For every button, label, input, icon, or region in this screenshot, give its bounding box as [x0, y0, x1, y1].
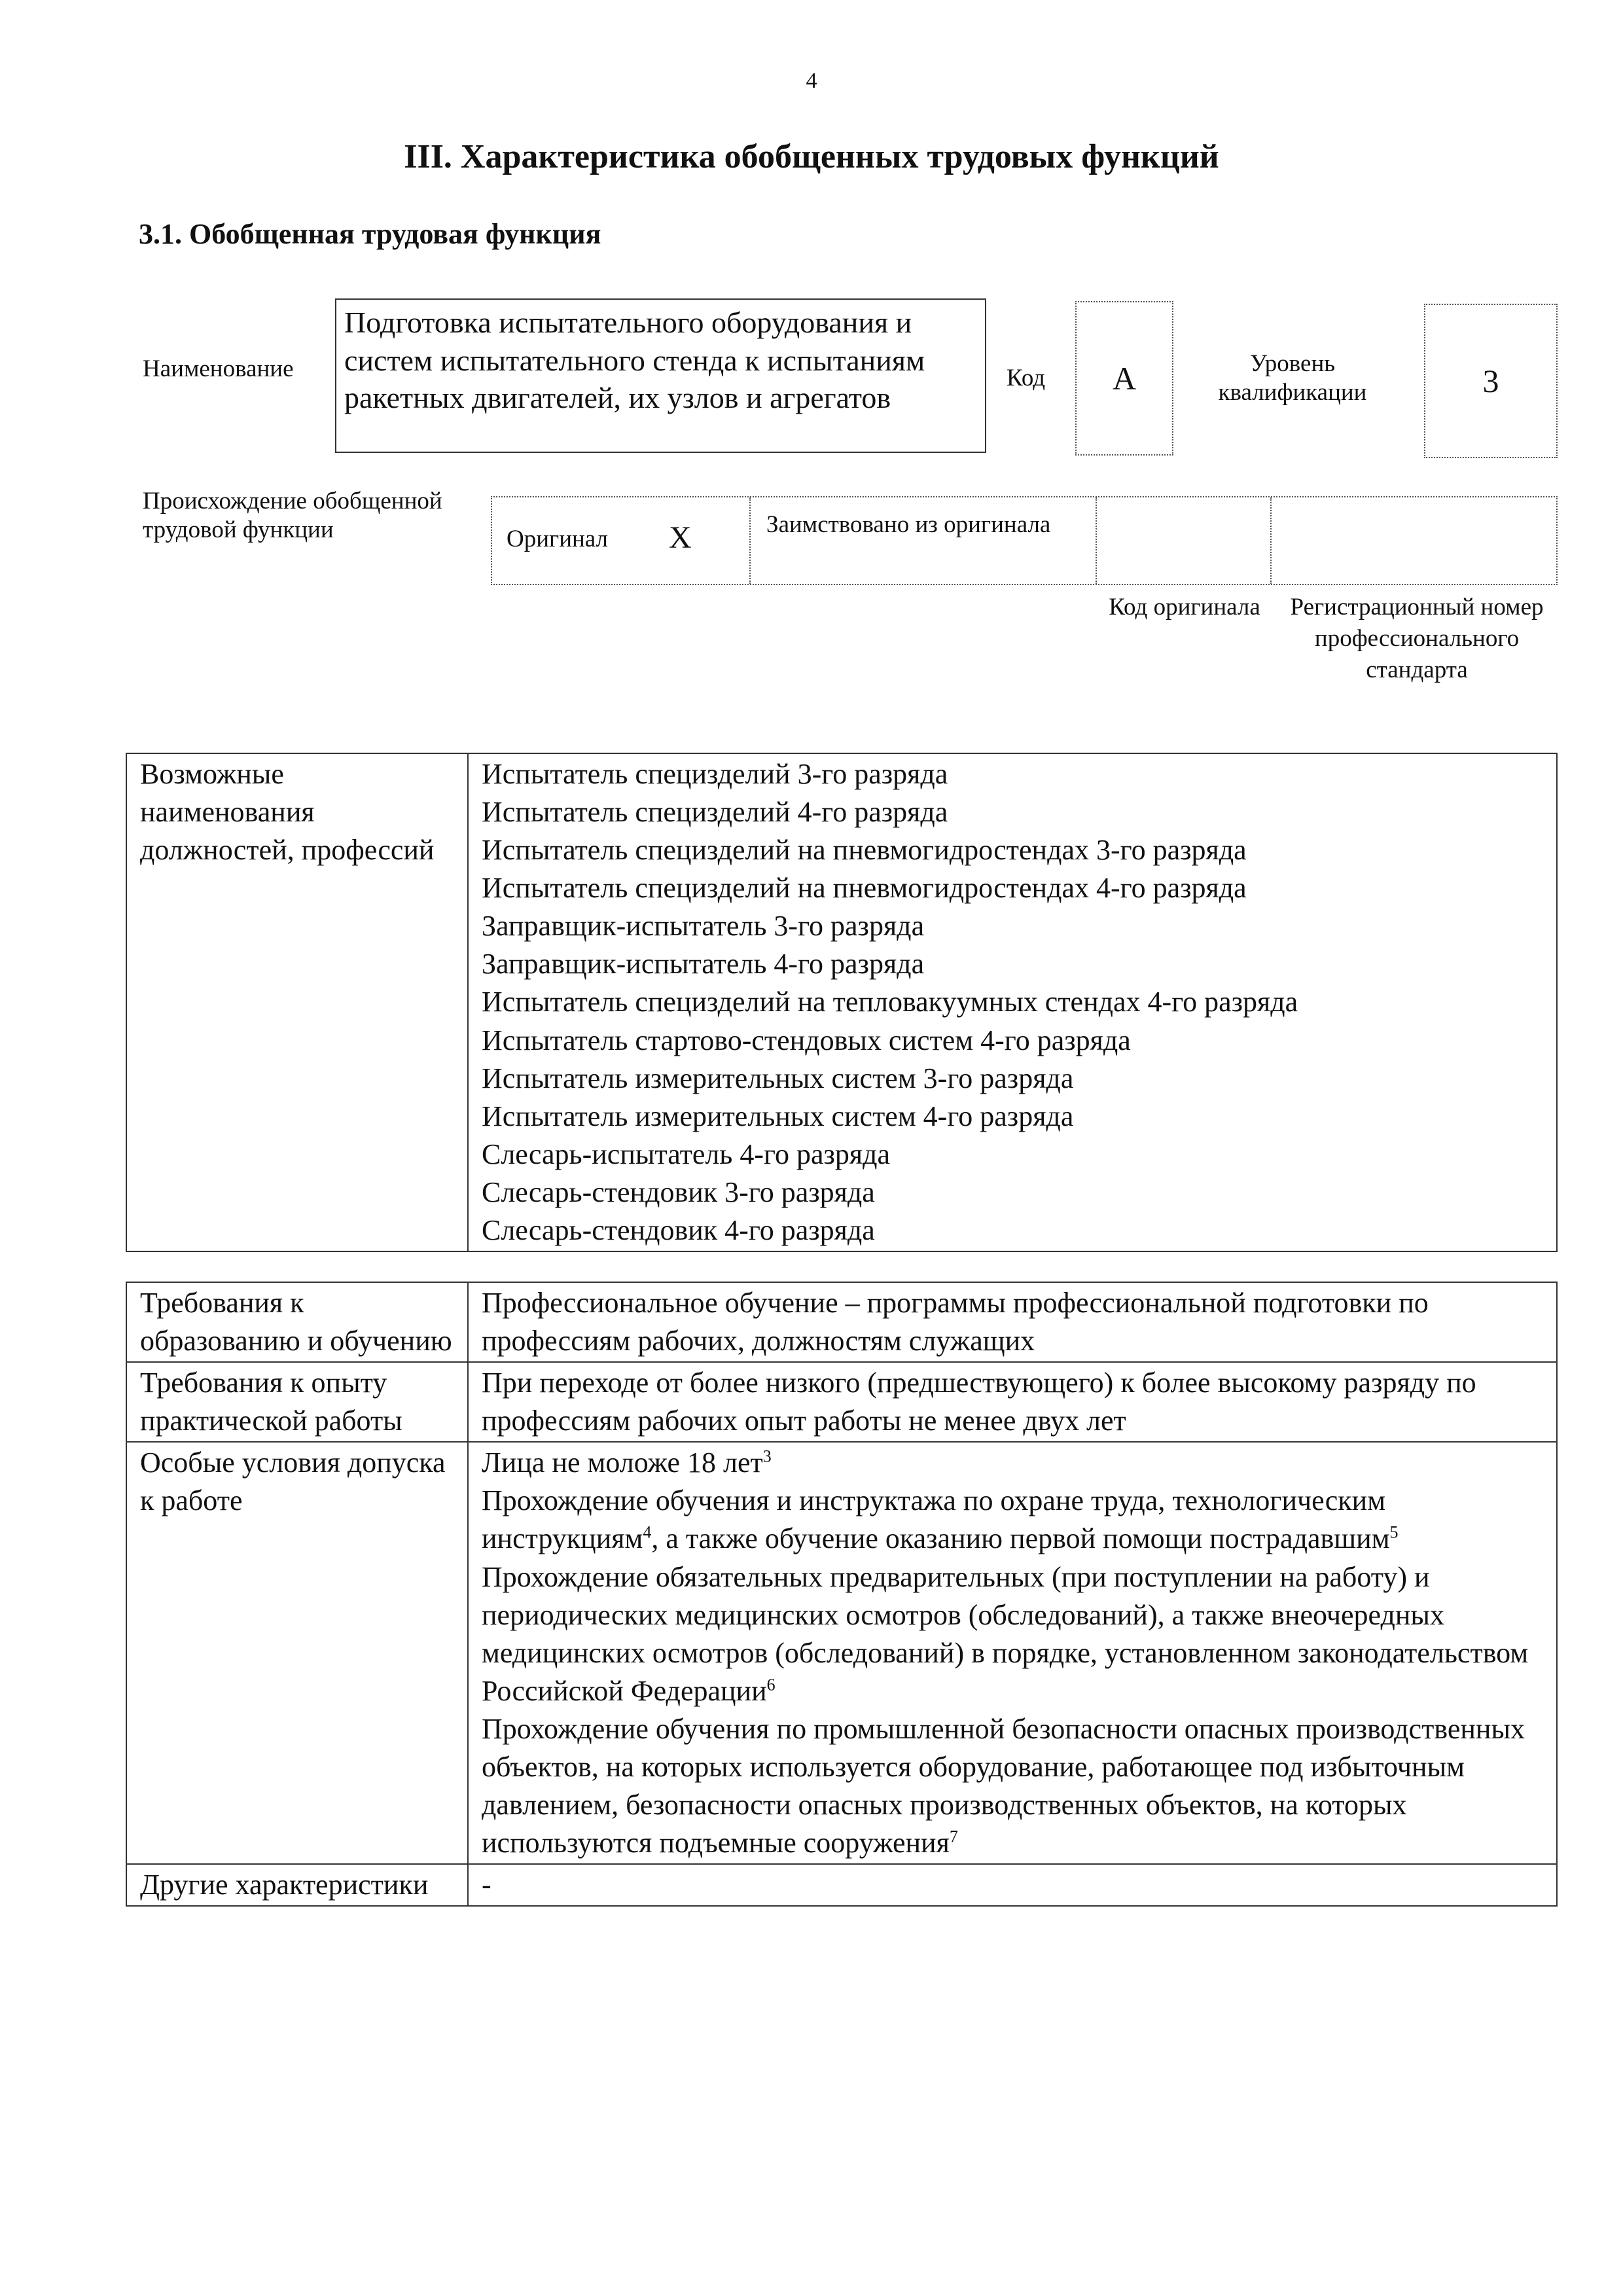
- position-item: Заправщик-испытатель 3-го разряда: [482, 910, 925, 942]
- qualification-level-box: [1424, 304, 1558, 458]
- footnote-ref: 5: [1389, 1522, 1399, 1542]
- condition-medical: [482, 1558, 1543, 1710]
- code-box: [1075, 301, 1173, 456]
- section-title: III. Характеристика обобщенных трудовых функций: [404, 138, 1219, 175]
- other-row: [126, 1864, 1557, 1906]
- condition-safety: [482, 1710, 1543, 1862]
- condition-age-text: Лица не моложе 18 лет: [482, 1446, 763, 1479]
- other-label: Другие характеристики: [126, 1864, 468, 1906]
- positions-table: [126, 753, 1558, 1252]
- conditions-row: [126, 1442, 1557, 1864]
- origin-original-cell: [492, 497, 751, 584]
- origin-borrowed-cell: [751, 497, 1097, 584]
- position-item: Заправщик-испытатель 4-го разряда: [482, 948, 925, 980]
- positions-list: [468, 753, 1557, 1251]
- education-value: Профессиональное обучение – программы профессиональной подготовки по профессиям рабочих, должностям служащих: [468, 1282, 1557, 1362]
- subsection-title: 3.1. Обобщенная трудовая функция: [139, 218, 601, 250]
- position-item: Испытатель специзделий 3-го разряда: [482, 758, 948, 790]
- reg-number-caption: Регистрационный номер профессионального стандарта: [1290, 594, 1544, 684]
- education-label: Требования к образованию и обучению: [126, 1282, 468, 1362]
- position-item: Испытатель специзделий на тепловакуумных стендах 4-го разряда: [482, 986, 1298, 1018]
- origin-label: Происхождение обобщенной трудовой функции: [143, 488, 442, 544]
- position-item: Слесарь-стендовик 3-го разряда: [482, 1175, 875, 1208]
- experience-row: [126, 1362, 1557, 1442]
- origin-row: [491, 496, 1558, 585]
- footnote-ref: 6: [766, 1675, 776, 1695]
- condition-safety-text: Прохождение обучения по промышленной безопасности опасных производственных объектов, на которых используется оборудование, работающее под избыточным давлением, безопасности опасных производственных объектов, на которых используются подъемные сооружения: [482, 1712, 1525, 1859]
- condition-medical-text: Прохождение обязательных предварительных (при поступлении на работу) и периодических медицинских осмотров (обследований), а также внеочередных медицинских осмотров (обследований) в порядке, установленном законодательством Российской Федерации: [482, 1560, 1529, 1707]
- page-number: 4: [806, 69, 817, 93]
- name-label: Наименование: [143, 355, 294, 382]
- experience-label: Требования к опыту практической работы: [126, 1362, 468, 1442]
- qualification-level-label: Уровень квалификации: [1218, 350, 1367, 406]
- condition-age: [482, 1444, 1543, 1482]
- requirements-table: [126, 1282, 1558, 1907]
- original-label: Оригинал: [507, 526, 609, 552]
- conditions-label: Особые условия допуска к работе: [126, 1442, 468, 1864]
- code-value: А: [1112, 360, 1137, 397]
- condition-training-text-a: Прохождение обучения и инструктажа по охране труда, технологическим инструкциям: [482, 1484, 1386, 1555]
- positions-row: [126, 753, 1557, 1251]
- position-item: Слесарь-стендовик 4-го разряда: [482, 1213, 875, 1246]
- origin-reg-number-cell: [1272, 497, 1556, 584]
- original-mark: Х: [669, 520, 692, 555]
- education-row: [126, 1282, 1557, 1362]
- position-item: Испытатель стартово-стендовых систем 4-го разряда: [482, 1024, 1131, 1056]
- condition-training-text-b: , а также обучение оказанию первой помощи пострадавшим: [651, 1522, 1390, 1555]
- borrowed-label: Заимствовано из оригинала: [766, 511, 1051, 538]
- position-item: Испытатель измерительных систем 4-го разряда: [482, 1100, 1074, 1132]
- footnote-ref: 3: [762, 1446, 772, 1466]
- condition-training: [482, 1482, 1543, 1558]
- position-item: Испытатель специзделий на пневмогидростендах 4-го разряда: [482, 872, 1247, 905]
- footnote-ref: 7: [949, 1827, 958, 1846]
- code-label: Код: [1007, 365, 1046, 391]
- position-item: Слесарь-испытатель 4-го разряда: [482, 1138, 891, 1170]
- position-item: Испытатель специзделий 4-го разряда: [482, 796, 948, 829]
- position-item: Испытатель специзделий на пневмогидростендах 3-го разряда: [482, 834, 1247, 867]
- other-value: -: [468, 1864, 1557, 1906]
- function-name-value: Подготовка испытательного оборудования и систем испытательного стенда к испытаниям ракетных двигателей, их узлов и агрегатов: [344, 306, 925, 414]
- positions-label: Возможные наименования должностей, профессий: [126, 753, 468, 1251]
- conditions-value: [468, 1442, 1557, 1864]
- function-name-box: [335, 298, 986, 453]
- qualification-level-value: 3: [1482, 363, 1499, 399]
- code-original-caption: Код оригинала: [1109, 594, 1260, 620]
- position-item: Испытатель измерительных систем 3-го разряда: [482, 1062, 1074, 1094]
- origin-code-cell: [1097, 497, 1272, 584]
- footnote-ref: 4: [643, 1522, 652, 1542]
- experience-value: При переходе от более низкого (предшествующего) к более высокому разряду по профессиям рабочих опыт работы не менее двух лет: [468, 1362, 1557, 1442]
